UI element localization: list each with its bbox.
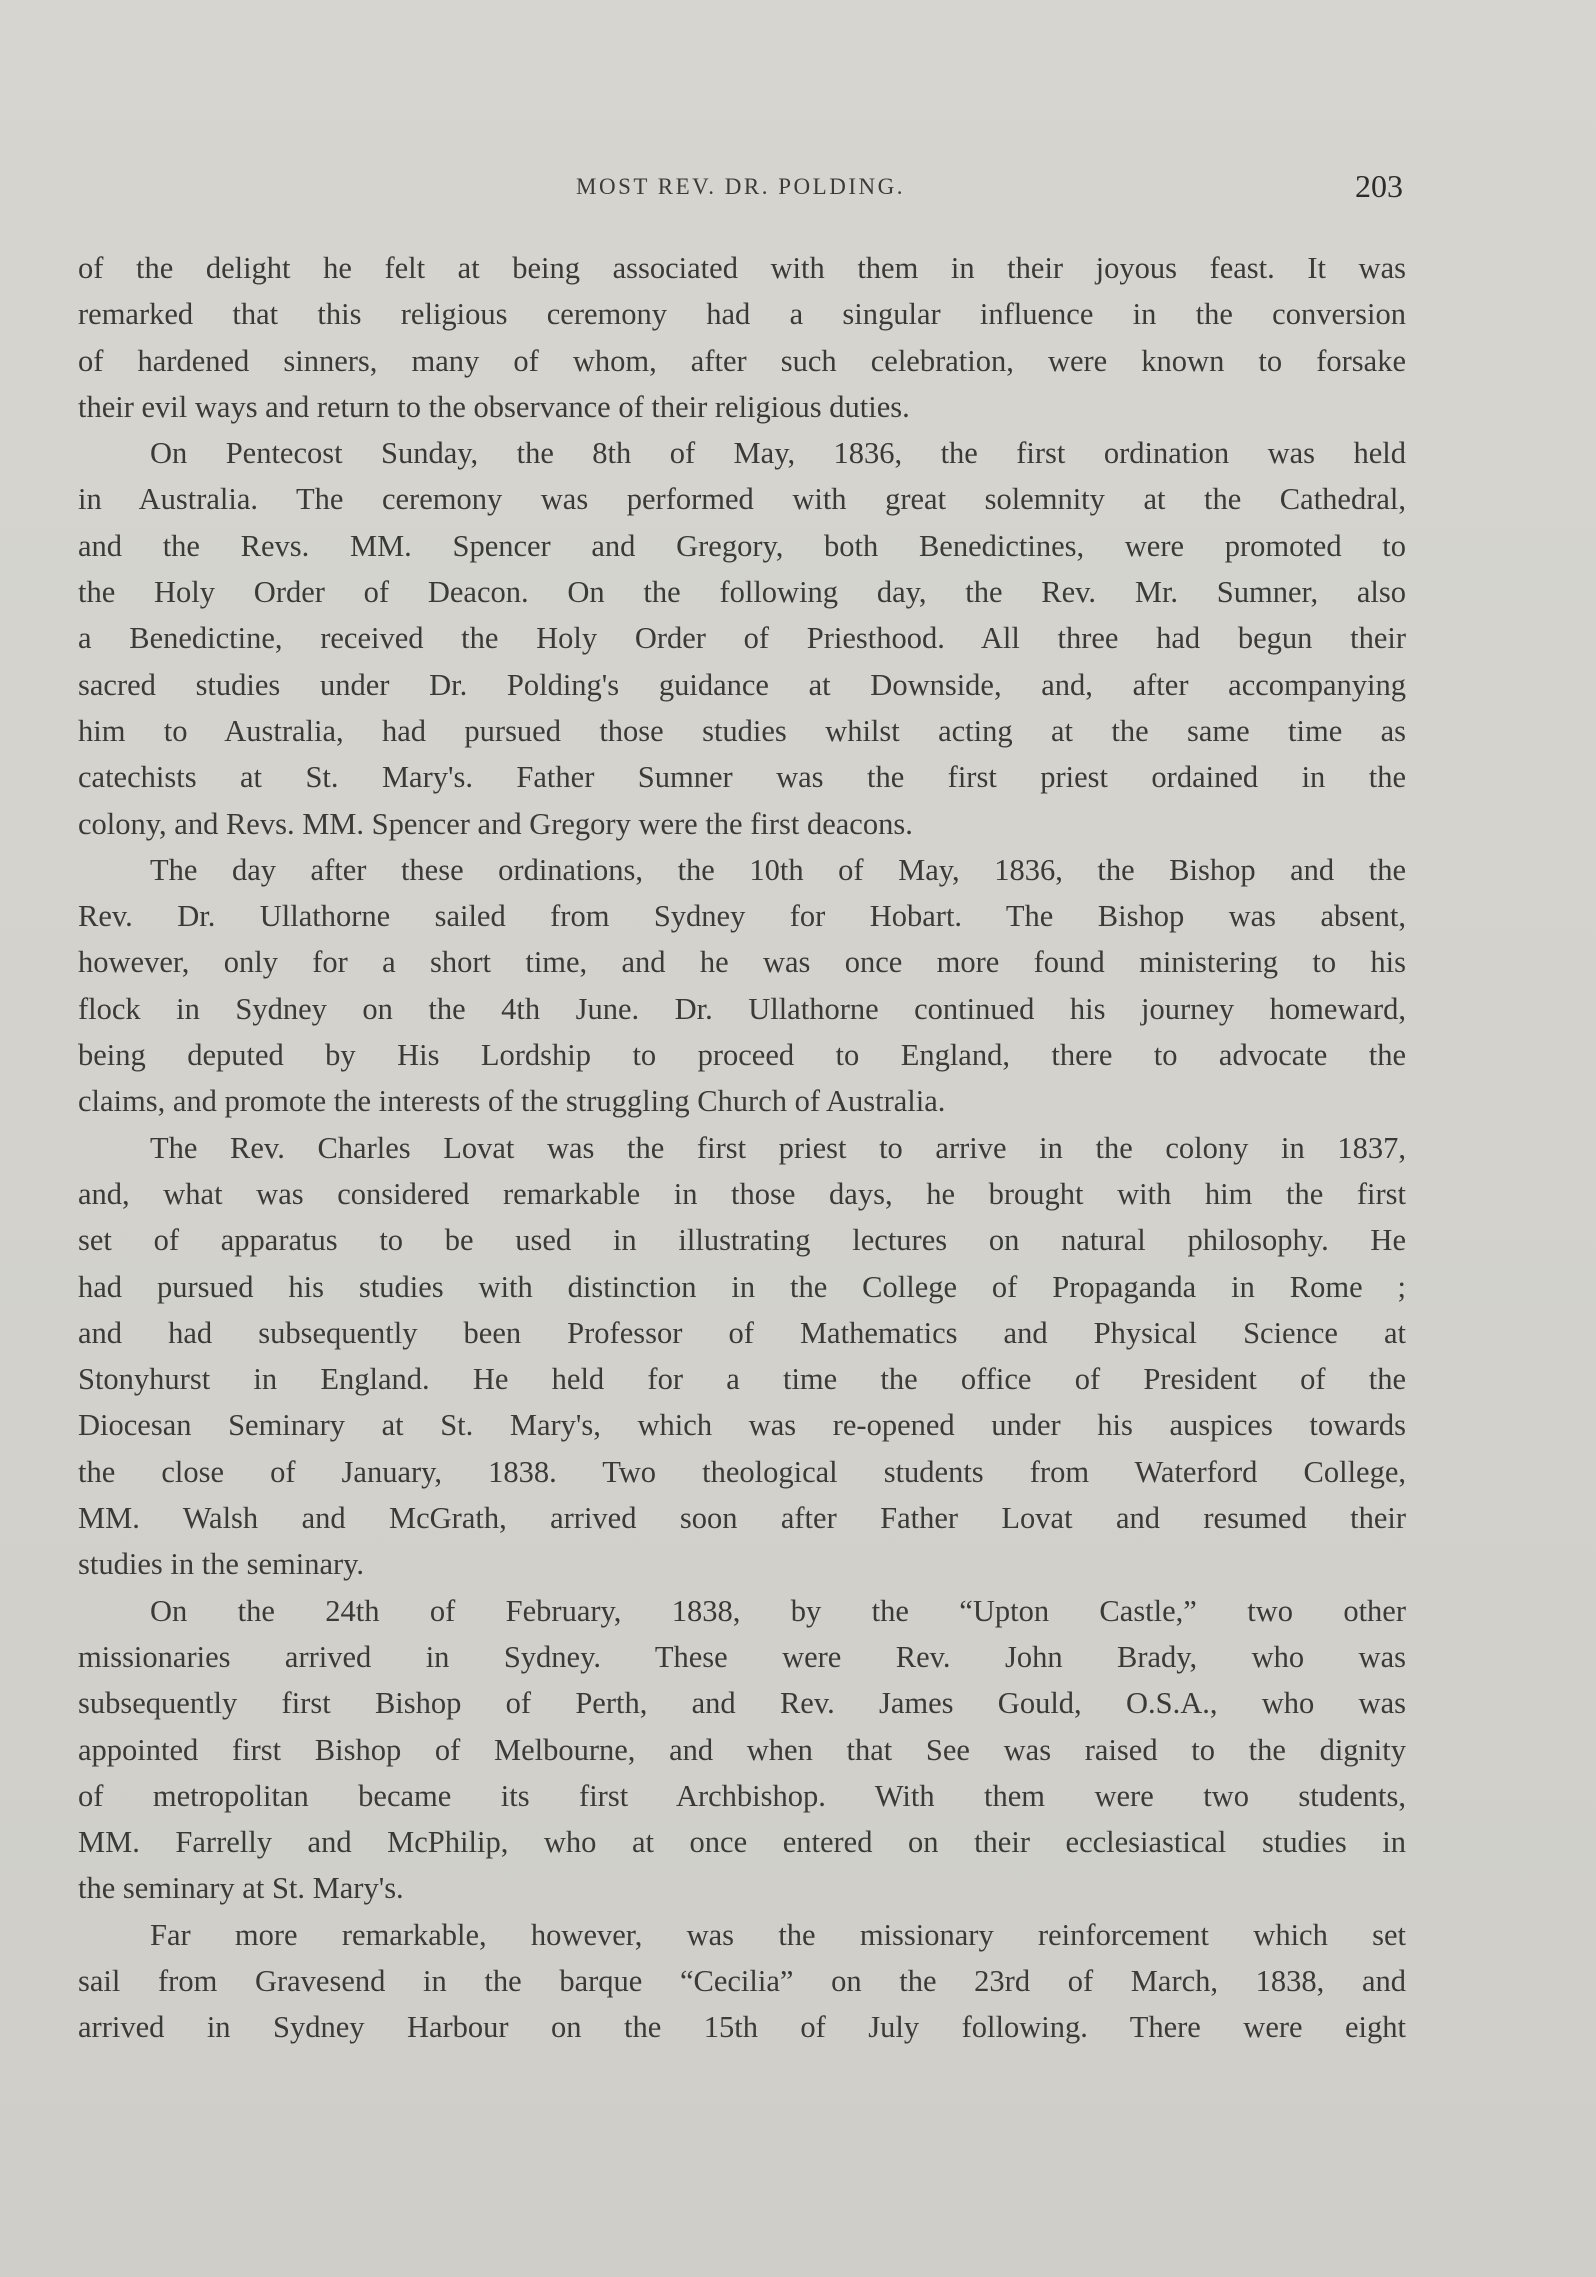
running-head <box>78 168 1403 208</box>
text-line: studies in the seminary. <box>78 1547 365 1582</box>
text-line: set of apparatus to be used in illustrating lectures on natural philosophy. He <box>78 1223 1406 1258</box>
text-line: a Benedictine, received the Holy Order of Priesthood. All three had begun their <box>78 621 1406 656</box>
text-line: The day after these ordinations, the 10th of May, 1836, the Bishop and the <box>150 852 1406 887</box>
text-line: the close of January, 1838. Two theological students from Waterford College, <box>78 1454 1406 1489</box>
text-line: of metropolitan became its first Archbishop. With them were two students, <box>78 1778 1406 1813</box>
text-line: On the 24th of February, 1838, by the “Upton Castle,” two other <box>150 1593 1406 1628</box>
text-line: however, only for a short time, and he was once more found ministering to his <box>78 945 1406 980</box>
text-line: sail from Gravesend in the barque “Cecilia” on the 23rd of March, 1838, and <box>78 1963 1406 1998</box>
body-text <box>78 245 1406 2051</box>
text-line: of the delight he felt at being associated with them in their joyous feast. It was <box>78 251 1406 285</box>
text-line: the Holy Order of Deacon. On the following day, the Rev. Mr. Sumner, also <box>78 575 1406 610</box>
text-line: MM. Walsh and McGrath, arrived soon after Father Lovat and resumed their <box>78 1501 1406 1536</box>
text-line: MM. Farrelly and McPhilip, who at once entered on their ecclesiastical studies in <box>78 1825 1406 1860</box>
text-line: the seminary at St. Mary's. <box>78 1871 404 1906</box>
text-line: Diocesan Seminary at St. Mary's, which was re-opened under his auspices towards <box>78 1408 1406 1443</box>
text-line: remarked that this religious ceremony had a singular influence in the conversion <box>78 297 1406 332</box>
text-line: Rev. Dr. Ullathorne sailed from Sydney for Hobart. The Bishop was absent, <box>78 899 1406 934</box>
page-number: 203 <box>1355 168 1403 204</box>
text-line: had pursued his studies with distinction in the College of Propaganda in Rome ; <box>78 1269 1406 1304</box>
text-line: colony, and Revs. MM. Spencer and Gregory were the first deacons. <box>78 806 913 841</box>
text-line: Far more remarkable, however, was the missionary reinforcement which set <box>150 1917 1406 1952</box>
text-line: claims, and promote the interests of the struggling Church of Australia. <box>78 1084 946 1119</box>
text-line: and the Revs. MM. Spencer and Gregory, both Benedictines, were promoted to <box>78 528 1406 563</box>
text-line: being deputed by His Lordship to proceed to England, there to advocate the <box>78 1038 1406 1073</box>
running-title: MOST REV. DR. POLDING. <box>576 174 905 199</box>
text-line: subsequently first Bishop of Perth, and Rev. James Gould, O.S.A., who was <box>78 1686 1406 1721</box>
text-line: him to Australia, had pursued those studies whilst acting at the same time as <box>78 713 1406 748</box>
text-line: missionaries arrived in Sydney. These were Rev. John Brady, who was <box>78 1639 1406 1674</box>
text-line: their evil ways and return to the observance of their religious duties. <box>78 389 910 424</box>
text-line: appointed first Bishop of Melbourne, and when that See was raised to the dignity <box>78 1732 1406 1767</box>
text-line: catechists at St. Mary's. Father Sumner was the first priest ordained in the <box>78 760 1406 795</box>
text-line: flock in Sydney on the 4th June. Dr. Ullathorne continued his journey homeward, <box>78 991 1406 1026</box>
text-line: Stonyhurst in England. He held for a time the office of President of the <box>78 1362 1406 1397</box>
text-line: The Rev. Charles Lovat was the first priest to arrive in the colony in 1837, <box>150 1130 1406 1165</box>
text-line: of hardened sinners, many of whom, after such celebration, were known to forsake <box>78 343 1406 378</box>
text-line: sacred studies under Dr. Polding's guidance at Downside, and, after accompanying <box>78 667 1406 702</box>
text-line: On Pentecost Sunday, the 8th of May, 1836, the first ordination was held <box>150 436 1406 471</box>
text-line: and had subsequently been Professor of Mathematics and Physical Science at <box>78 1315 1406 1350</box>
text-line: arrived in Sydney Harbour on the 15th of July following. There were eight <box>78 2010 1406 2045</box>
text-line: in Australia. The ceremony was performed with great solemnity at the Cathedral, <box>78 482 1406 517</box>
text-line: and, what was considered remarkable in those days, he brought with him the first <box>78 1176 1406 1211</box>
